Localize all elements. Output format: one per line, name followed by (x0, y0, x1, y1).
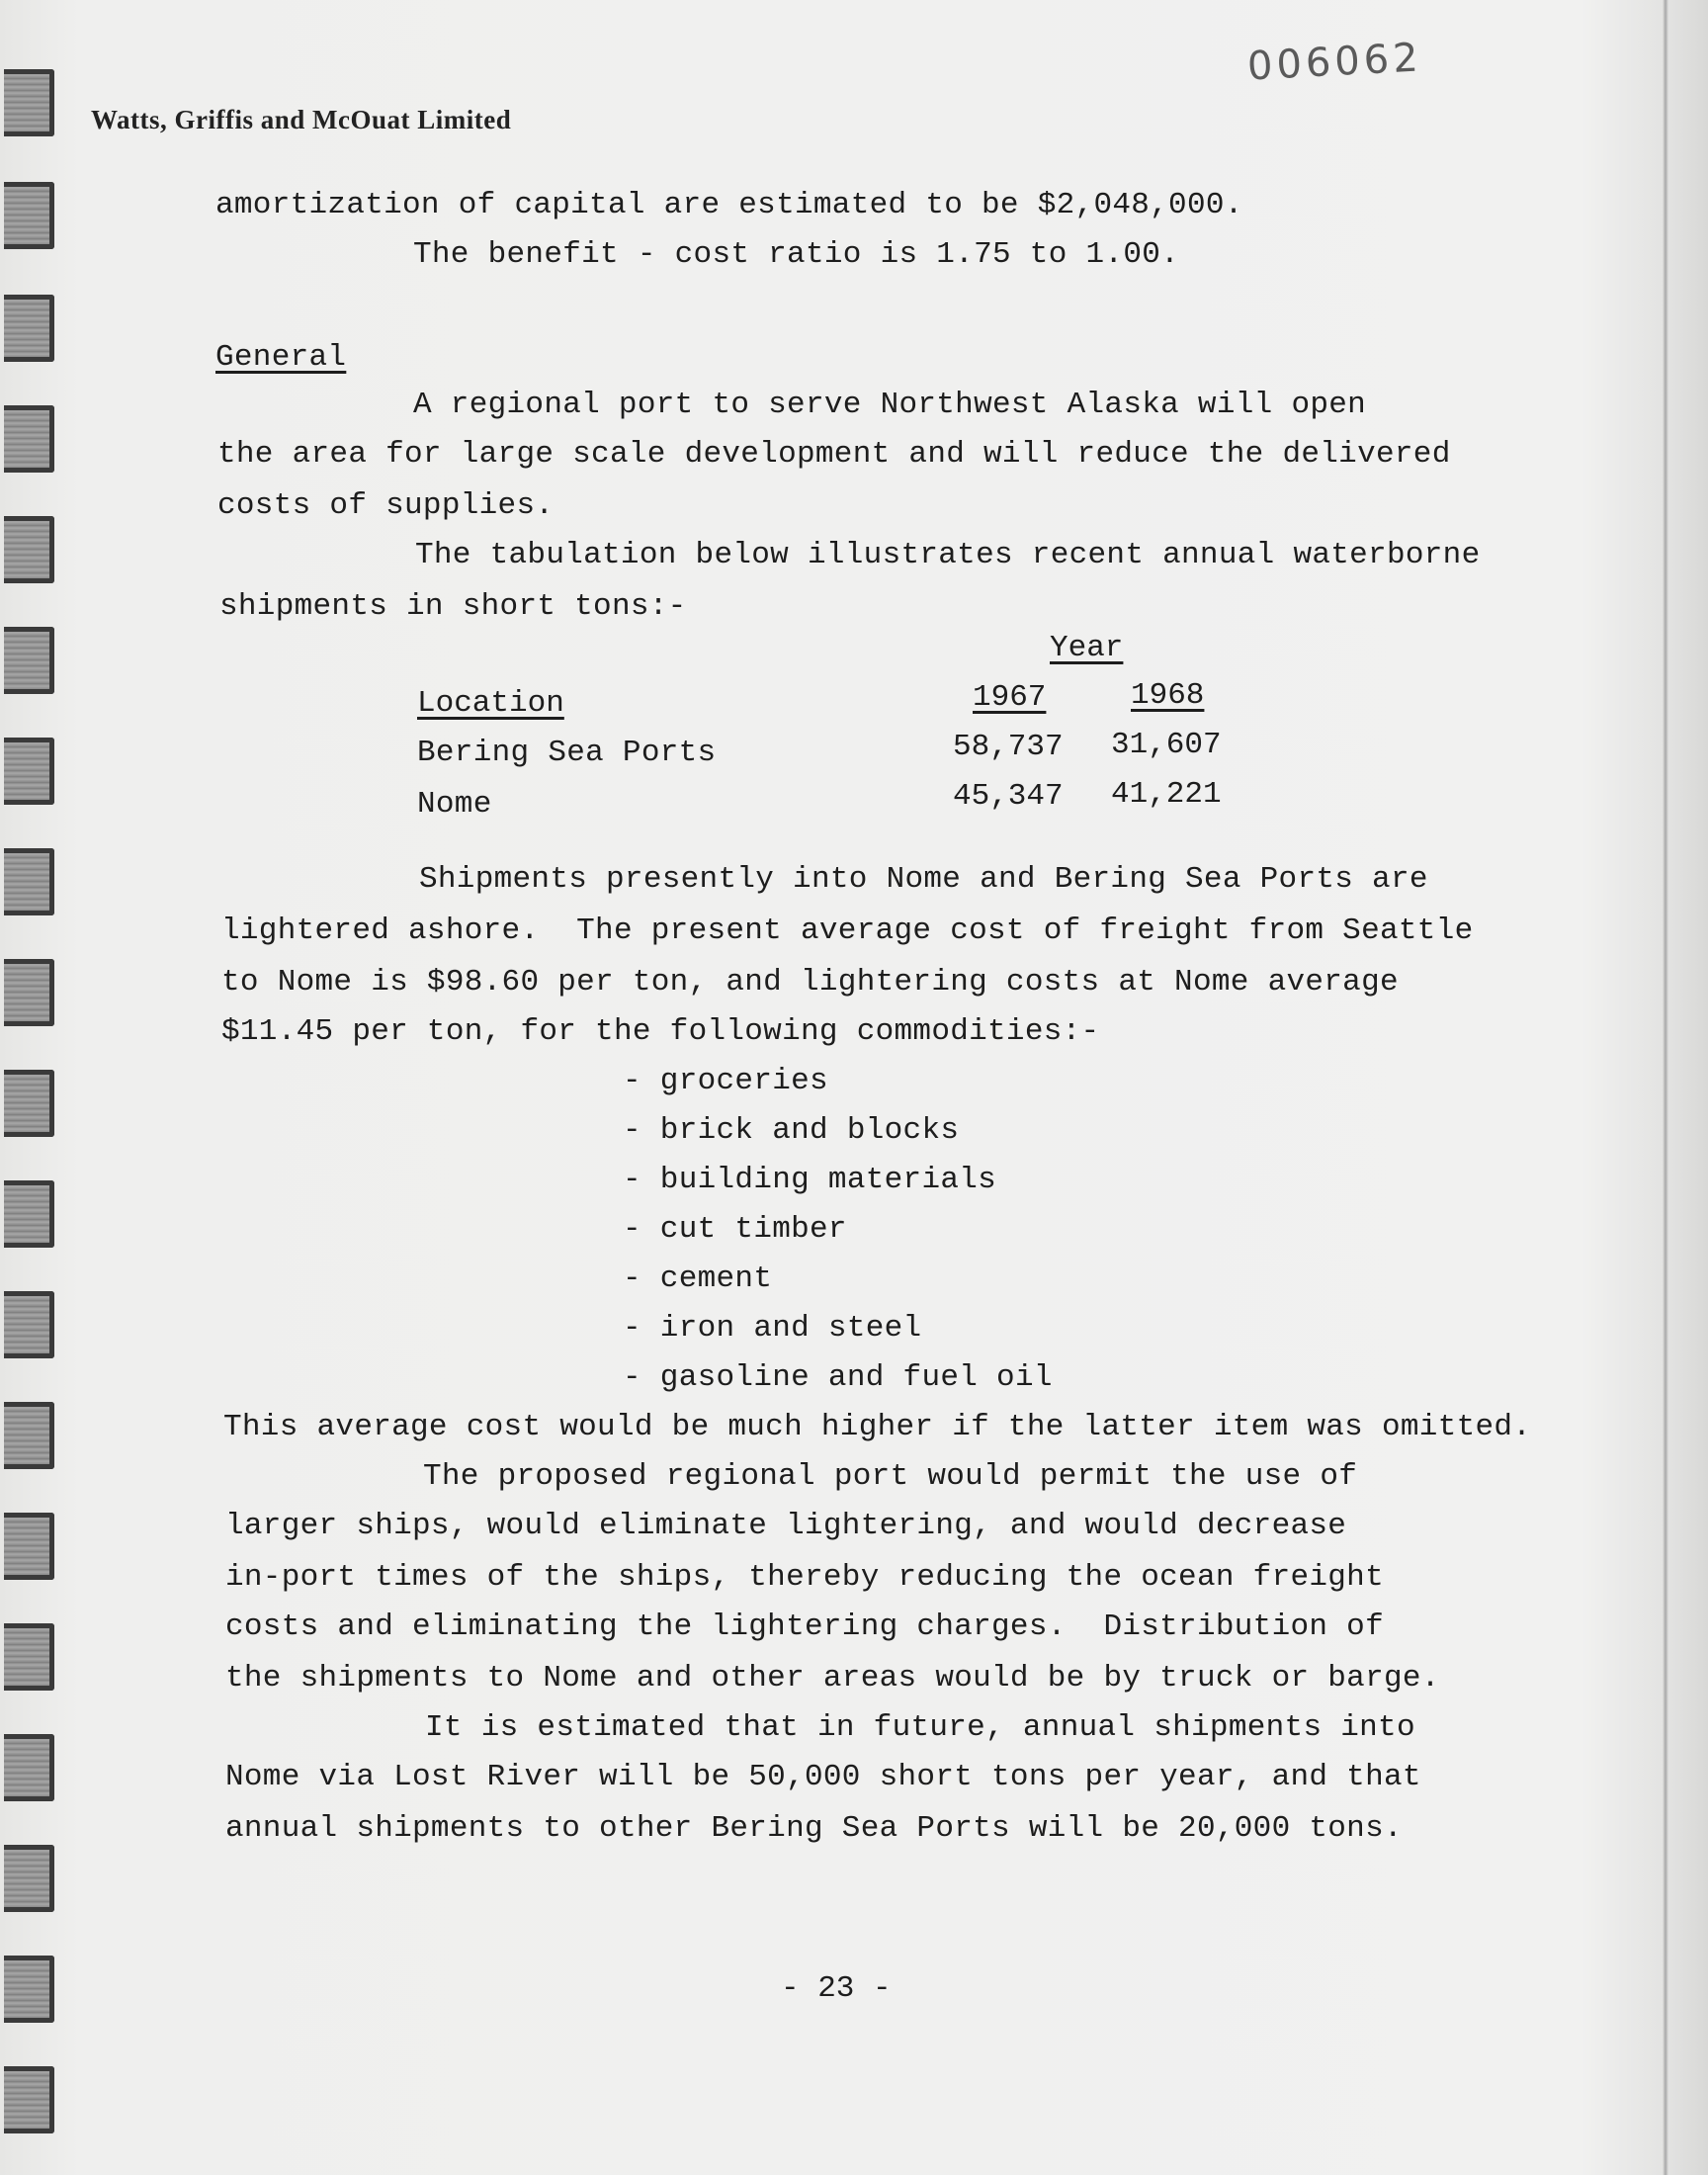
commodity-list-item: - iron and steel (623, 1311, 922, 1346)
binding-ring (4, 1402, 54, 1469)
paragraph-line: larger ships, would eliminate lightering, and would decrease (225, 1509, 1347, 1543)
paragraph-line: the shipments to Nome and other areas would be by truck or barge. (225, 1661, 1440, 1696)
binding-ring (4, 1623, 54, 1691)
paragraph-line: It is estimated that in future, annual shipments into (425, 1710, 1415, 1745)
paragraph-line: shipments in short tons:- (219, 589, 687, 624)
paragraph-line: Nome via Lost River will be 50,000 short tons per year, and that (225, 1760, 1421, 1794)
document-stamp-number: 006062 (1245, 35, 1423, 90)
paragraph-line: This average cost would be much higher if the latter item was omitted. (223, 1410, 1532, 1444)
paragraph-line: Shipments presently into Nome and Bering Sea Ports are (419, 862, 1428, 897)
binding-ring (4, 1956, 54, 2023)
table-year-1968: 1968 (1131, 678, 1205, 713)
page-number: - 23 - (781, 1971, 892, 2006)
table-year-1967: 1967 (973, 680, 1047, 715)
table-row-location: Bering Sea Ports (417, 736, 717, 770)
paragraph-line: A regional port to serve Northwest Alaska will open (413, 388, 1367, 422)
intro-line-2: The benefit - cost ratio is 1.75 to 1.00. (413, 237, 1180, 272)
table-cell-1967: 45,347 (953, 779, 1064, 814)
paragraph-line: costs of supplies. (217, 488, 555, 523)
paragraph-line: in-port times of the ships, thereby reducing the ocean freight (225, 1560, 1384, 1595)
binding-ring (4, 2066, 54, 2133)
binding-ring (4, 1180, 54, 1248)
binding-ring (4, 1291, 54, 1358)
binding-ring (4, 959, 54, 1026)
paragraph-line: annual shipments to other Bering Sea Ports will be 20,000 tons. (225, 1811, 1403, 1846)
table-cell-1968: 41,221 (1111, 777, 1222, 812)
section-heading: General (215, 340, 347, 375)
commodity-list-item: - gasoline and fuel oil (623, 1360, 1053, 1395)
binding-ring (4, 295, 54, 362)
table-year-header: Year (1050, 631, 1124, 665)
binding-ring (4, 405, 54, 473)
commodity-list-item: - building materials (623, 1163, 997, 1197)
page-edge-shadow (1663, 0, 1668, 2175)
commodity-list-item: - brick and blocks (623, 1113, 960, 1148)
table-location-header: Location (417, 686, 564, 721)
intro-line-1: amortization of capital are estimated to be $2,048,000. (215, 188, 1243, 222)
company-letterhead: Watts, Griffis and McOuat Limited (91, 105, 512, 134)
binding-ring (4, 1845, 54, 1912)
binding-ring (4, 182, 54, 249)
binding-ring (4, 69, 54, 136)
binding-ring (4, 1734, 54, 1801)
paragraph-line: The proposed regional port would permit the use of (423, 1459, 1358, 1494)
table-cell-1967: 58,737 (953, 730, 1064, 764)
commodity-list-item: - groceries (623, 1064, 828, 1098)
paragraph-line: The tabulation below illustrates recent annual waterborne (415, 538, 1481, 572)
commodity-list-item: - cut timber (623, 1212, 847, 1247)
commodity-list-item: - cement (623, 1262, 773, 1296)
binding-ring (4, 1513, 54, 1580)
paragraph-line: to Nome is $98.60 per ton, and lightering costs at Nome average (221, 965, 1399, 1000)
paragraph-line: lightered ashore. The present average cost of freight from Seattle (221, 914, 1474, 948)
table-row-location: Nome (417, 787, 492, 822)
binding-ring (4, 848, 54, 915)
binding-ring (4, 1070, 54, 1137)
binding-ring (4, 738, 54, 805)
binding-ring (4, 516, 54, 583)
paragraph-line: $11.45 per ton, for the following commodities:- (221, 1014, 1100, 1049)
paragraph-line: costs and eliminating the lightering charges. Distribution of (225, 1610, 1384, 1644)
paragraph-line: the area for large scale development and will reduce the delivered (217, 437, 1451, 472)
table-cell-1968: 31,607 (1111, 728, 1222, 762)
binding-ring (4, 627, 54, 694)
